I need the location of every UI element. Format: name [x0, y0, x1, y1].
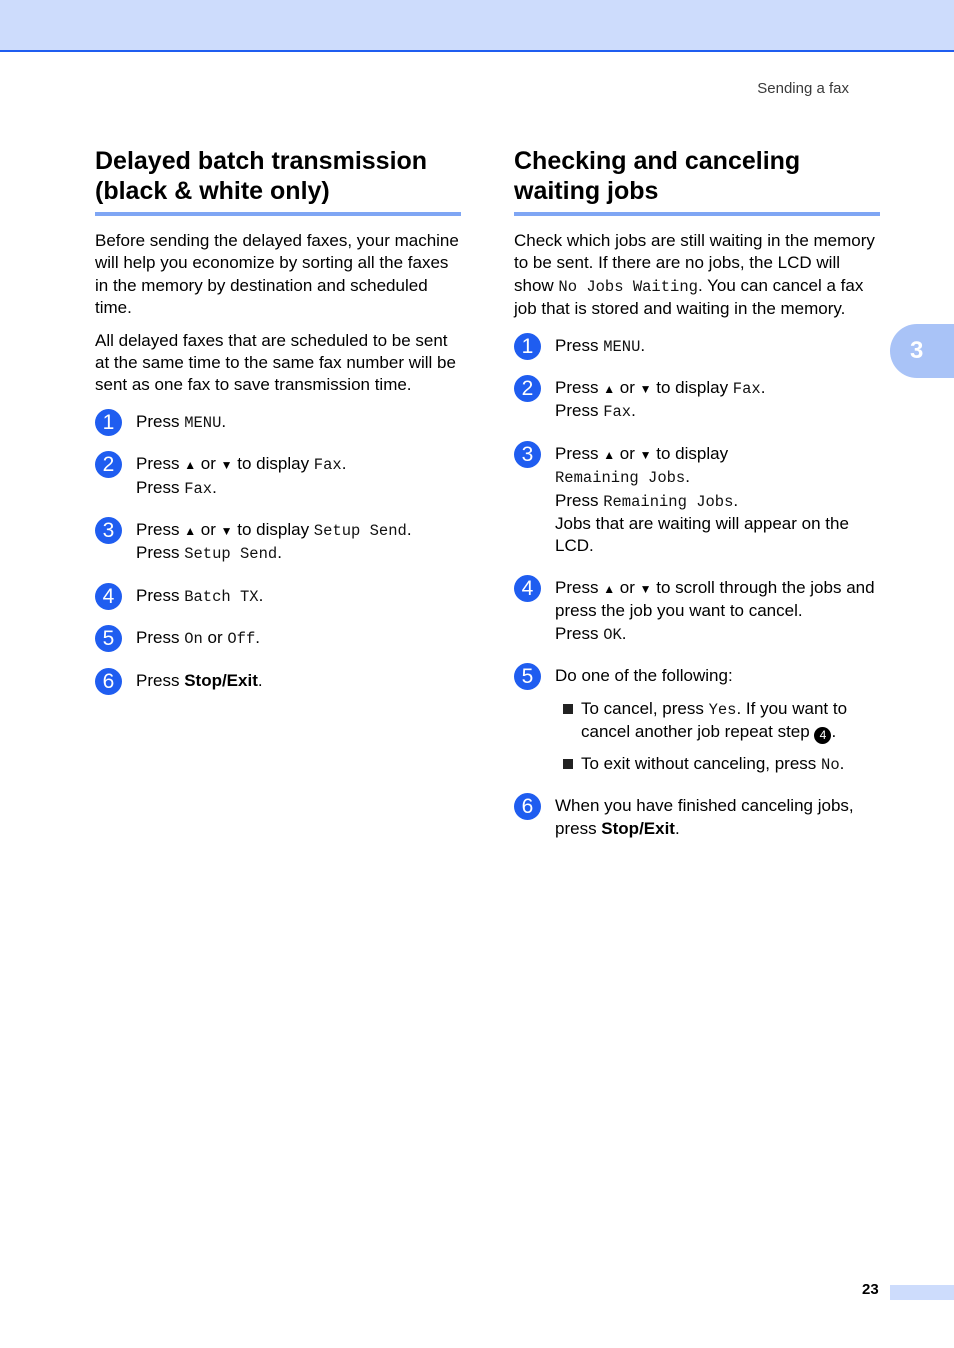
key-name: Stop/Exit: [184, 670, 258, 690]
step-text: .: [760, 378, 766, 398]
lcd-text: Fax: [313, 456, 342, 475]
step-text: Jobs that are waiting will appear on the LCD.: [555, 514, 849, 556]
lcd-text: Fax: [732, 380, 761, 399]
step-text: to display: [651, 378, 733, 398]
step-line: [136, 585, 461, 608]
step-text: .: [257, 670, 263, 690]
lcd-text: Fax: [603, 403, 632, 422]
chapter-tab: 3: [890, 324, 954, 378]
step-text: To exit without canceling, press: [581, 753, 822, 773]
step-number-icon: 3: [514, 441, 541, 468]
bullet-square-icon: [563, 704, 573, 714]
step-text: .: [258, 585, 264, 605]
step-text: or: [202, 628, 228, 648]
step-number-icon: 6: [95, 668, 122, 695]
step-text: to display: [232, 520, 314, 540]
step-text: to display: [232, 454, 314, 474]
step-text: Press: [555, 443, 604, 463]
step-text: or: [615, 577, 640, 597]
section-title-delayed-batch: Delayed batch transmission (black & white only): [95, 146, 461, 216]
step-text: .: [341, 454, 347, 474]
step-text: Press: [555, 577, 604, 597]
step-text: .: [831, 721, 837, 741]
down-arrow-icon: ▼: [639, 447, 652, 462]
step-list: [514, 335, 880, 841]
step-line: [555, 577, 880, 623]
bullet-item: [555, 753, 880, 776]
up-arrow-icon: ▲: [184, 458, 197, 473]
lcd-text: No: [821, 755, 840, 774]
lcd-text: Off: [227, 630, 256, 649]
step-text: to scroll through the jobs and press the job you want to cancel.: [555, 577, 875, 621]
step-list: [95, 411, 461, 692]
step-number-icon: 5: [514, 663, 541, 690]
step-line: [136, 411, 461, 434]
lcd-text: Remaining Jobs: [555, 469, 686, 488]
page-number: 23: [862, 1281, 879, 1298]
step-line: [555, 335, 880, 358]
step-text: .: [640, 335, 646, 355]
lcd-text: No Jobs Waiting: [558, 277, 698, 296]
step-text: Press: [136, 454, 185, 474]
step-text: .: [631, 401, 636, 421]
step-text: Press: [555, 490, 604, 510]
step-text: Press: [555, 401, 604, 421]
step-line: [136, 453, 461, 476]
lcd-text: Yes: [708, 700, 737, 719]
lcd-text: Setup Send: [313, 522, 407, 541]
page-number-bar: [890, 1285, 954, 1300]
step-item: [95, 627, 461, 650]
up-arrow-icon: ▲: [603, 447, 616, 462]
step-number-icon: 6: [514, 793, 541, 820]
step-item: [95, 585, 461, 608]
step-item: [95, 411, 461, 434]
intro-paragraph: [514, 230, 880, 321]
lcd-text: MENU: [603, 337, 641, 356]
down-arrow-icon: ▼: [639, 382, 652, 397]
step-item: [514, 577, 880, 646]
step-reference-icon: 4: [814, 727, 831, 744]
up-arrow-icon: ▲: [184, 524, 197, 539]
step-text: Press: [555, 623, 604, 643]
intro-paragraph: All delayed faxes that are scheduled to be sent at the same time to the same fax number will be sent as one fax to save transmission time.: [95, 330, 456, 395]
step-text: .: [406, 520, 412, 540]
step-text: or: [196, 520, 221, 540]
bullet-list: [555, 698, 880, 777]
step-number-icon: 3: [95, 517, 122, 544]
step-text: .: [277, 543, 282, 563]
step-line: [555, 795, 880, 840]
step-text: .: [839, 753, 845, 773]
step-item: [514, 795, 880, 840]
step-text: Do one of the following:: [555, 666, 733, 686]
step-text: to display: [651, 443, 729, 463]
step-line: [136, 477, 461, 500]
up-arrow-icon: ▲: [603, 581, 616, 596]
step-text: To cancel, press: [581, 698, 709, 718]
down-arrow-icon: ▼: [220, 524, 233, 539]
step-item: [95, 670, 461, 692]
down-arrow-icon: ▼: [639, 581, 652, 596]
step-item: [514, 665, 880, 776]
key-name: Stop/Exit: [601, 818, 675, 838]
step-number-icon: 1: [514, 333, 541, 360]
step-text: Press: [136, 628, 185, 648]
step-line: [555, 400, 880, 423]
step-number-icon: 2: [514, 375, 541, 402]
header-band: [0, 0, 954, 52]
step-line: [136, 627, 461, 650]
lcd-text: On: [184, 630, 203, 649]
running-head: Sending a fax: [757, 80, 849, 97]
step-number-icon: 4: [95, 583, 122, 610]
step-line: [136, 670, 461, 692]
bullet-square-icon: [563, 759, 573, 769]
step-text: Press: [136, 477, 185, 497]
step-text: or: [615, 443, 640, 463]
step-text: Press: [136, 543, 185, 563]
lcd-text: OK: [603, 625, 622, 644]
step-text: Check which jobs are still waiting in the memory to be sent. If there are no jobs, the LCD will show: [514, 231, 875, 295]
step-text: or: [615, 378, 640, 398]
step-line: [136, 519, 461, 542]
step-number-icon: 2: [95, 451, 122, 478]
step-text: .: [221, 411, 227, 431]
step-line: [555, 623, 880, 646]
step-text: Press: [136, 670, 185, 690]
step-text: Press: [136, 411, 185, 431]
step-text: Press: [136, 520, 185, 540]
step-text: .: [733, 490, 739, 510]
step-line: [555, 490, 880, 513]
intro-paragraph: Before sending the delayed faxes, your machine will help you economize by sorting all the faxes in the memory by destination and scheduled time.: [95, 231, 459, 318]
step-text: Press: [555, 378, 604, 398]
step-text: Press: [136, 585, 185, 605]
step-text: When you have finished canceling jobs, press: [555, 796, 854, 838]
step-line: [555, 443, 880, 466]
up-arrow-icon: ▲: [603, 382, 616, 397]
step-item: [514, 443, 880, 558]
step-line: [555, 466, 880, 489]
lcd-text: Batch TX: [184, 587, 259, 606]
step-line: [555, 377, 880, 400]
step-number-icon: 5: [95, 625, 122, 652]
step-text: .: [212, 477, 217, 497]
step-line: [136, 542, 461, 565]
step-item: [514, 377, 880, 424]
lcd-text: Setup Send: [184, 545, 278, 564]
step-item: [514, 335, 880, 358]
step-item: [95, 453, 461, 500]
step-line: [555, 513, 880, 558]
step-item: [95, 519, 461, 566]
down-arrow-icon: ▼: [220, 458, 233, 473]
step-text: .: [255, 628, 260, 648]
step-line: [555, 665, 880, 687]
step-number-icon: 1: [95, 409, 122, 436]
step-text: .: [674, 818, 680, 838]
step-text: or: [196, 454, 221, 474]
step-text: Press: [555, 335, 604, 355]
lcd-text: Remaining Jobs: [603, 492, 734, 511]
section-title-checking-canceling: Checking and canceling waiting jobs: [514, 146, 880, 216]
left-column: [95, 146, 461, 711]
step-text: .: [621, 623, 627, 643]
lcd-text: Fax: [184, 479, 213, 498]
step-text: . If you want to cancel another job repeat step: [581, 698, 848, 741]
step-number-icon: 4: [514, 575, 541, 602]
step-text: . You can cancel a fax job that is stored and waiting in the memory.: [514, 275, 864, 319]
right-column: [514, 146, 880, 859]
lcd-text: MENU: [184, 413, 222, 432]
bullet-item: [555, 698, 880, 744]
step-text: .: [685, 467, 690, 487]
